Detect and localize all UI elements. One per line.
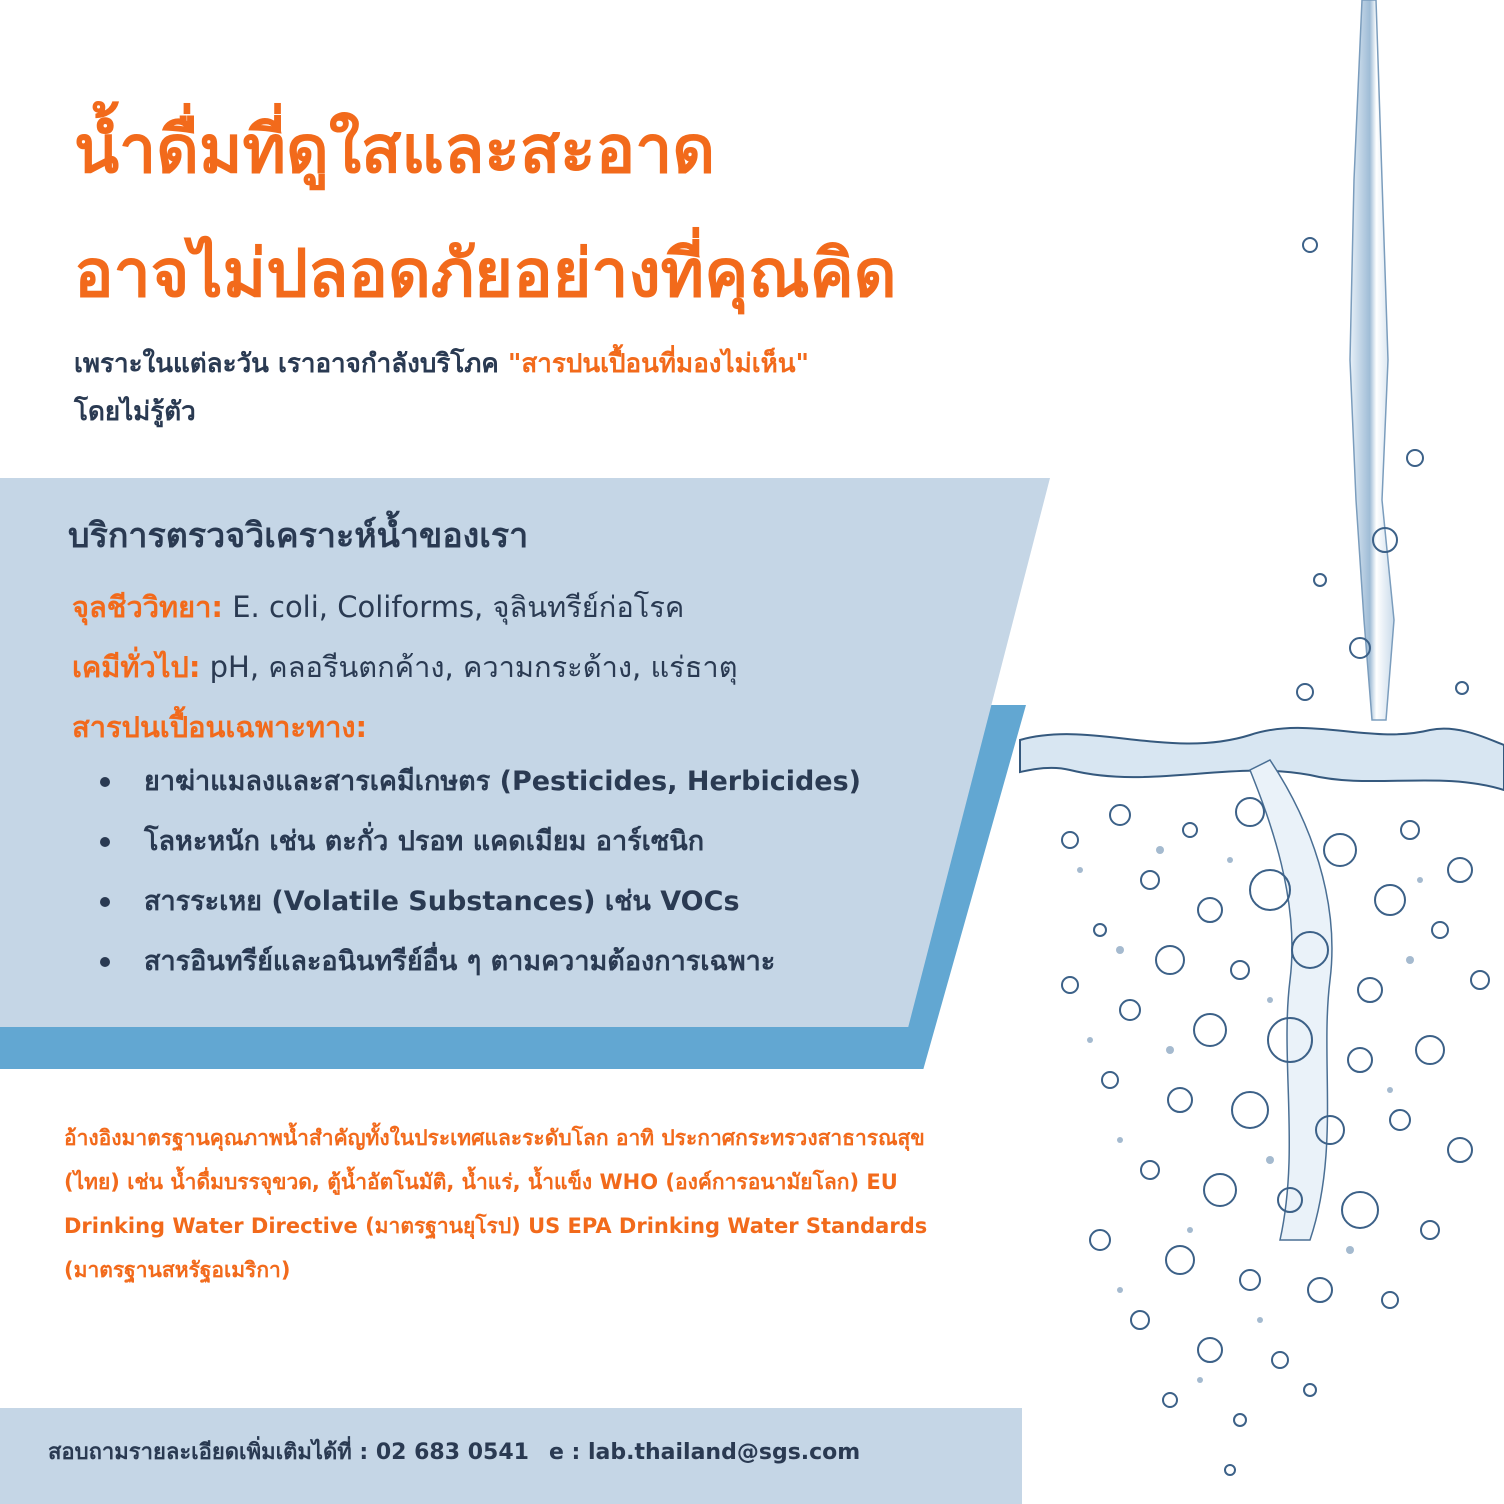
list-item: สารระเหย (Volatile Substances) เช่น VOCs [96, 872, 861, 932]
bullet-icon [100, 957, 110, 967]
service-microbiology [72, 584, 684, 630]
bullet-icon [100, 897, 110, 907]
service-chemistry-label: เคมีทั่วไป: [72, 650, 201, 684]
footer-contact [48, 1434, 860, 1469]
list-item: ยาฆ่าแมลงและสารเคมีเกษตร (Pesticides, Herbicides) [96, 752, 861, 812]
list-item: สารอินทรีย์และอนินทรีย์อื่น ๆ ตามความต้องการเฉพาะ [96, 932, 861, 992]
service-specific-label: สารปนเปื้อนเฉพาะทาง: [72, 710, 368, 744]
service-chemistry [72, 644, 738, 690]
intro-text-after: โดยไม่รู้ตัว [74, 397, 196, 427]
intro-text [74, 340, 1074, 436]
intro-text-before: เพราะในแต่ละวัน เราอาจกำลังบริโภค [74, 349, 508, 379]
footer-email[interactable]: e : lab.thailand@sgs.com [548, 1440, 861, 1465]
service-chemistry-value: pH, คลอรีนตกค้าง, ความกระด้าง, แร่ธาตุ [200, 650, 738, 684]
service-microbiology-label: จุลชีววิทยา: [72, 590, 224, 624]
water-splash-image [1010, 0, 1504, 1504]
headline-line-1: น้ำดื่มที่ดูใสและสะอาด [74, 111, 716, 188]
services-title: บริการตรวจวิเคราะห์น้ำของเรา [68, 516, 529, 556]
bullet-icon [100, 777, 110, 787]
list-item: โลหะหนัก เช่น ตะกั่ว ปรอท แคดเมียม อาร์เซนิก [96, 812, 861, 872]
intro-highlight: "สารปนเปื้อนที่มองไม่เห็น" [507, 349, 810, 379]
bullet-icon [100, 837, 110, 847]
standards-reference: อ้างอิงมาตรฐานคุณภาพน้ำสำคัญทั้งในประเทศและระดับโลก อาทิ ประกาศกระทรวงสาธารณสุข (ไทย) เช่น น้ำดื่มบรรจุขวด, ตู้น้ำอัตโนมัติ, น้ำแร่, น้ำแข็ง WHO (องค์การอนามัยโลก) EU Drinking Water Directive (มาตรฐานยุโรป) US EPA Drinking Water Standards (มาตรฐานสหรัฐอเมริกา) [64, 1126, 928, 1282]
specific-contaminant-list [96, 752, 861, 992]
service-specific [72, 704, 367, 750]
footer-phone: สอบถามรายละเอียดเพิ่มเติมได้ที่ : 02 683 0541 [48, 1440, 529, 1465]
headline-line-2: อาจไม่ปลอดภัยอย่างที่คุณคิด [74, 235, 897, 312]
service-microbiology-value: E. coli, Coliforms, จุลินทรีย์ก่อโรค [223, 590, 685, 624]
